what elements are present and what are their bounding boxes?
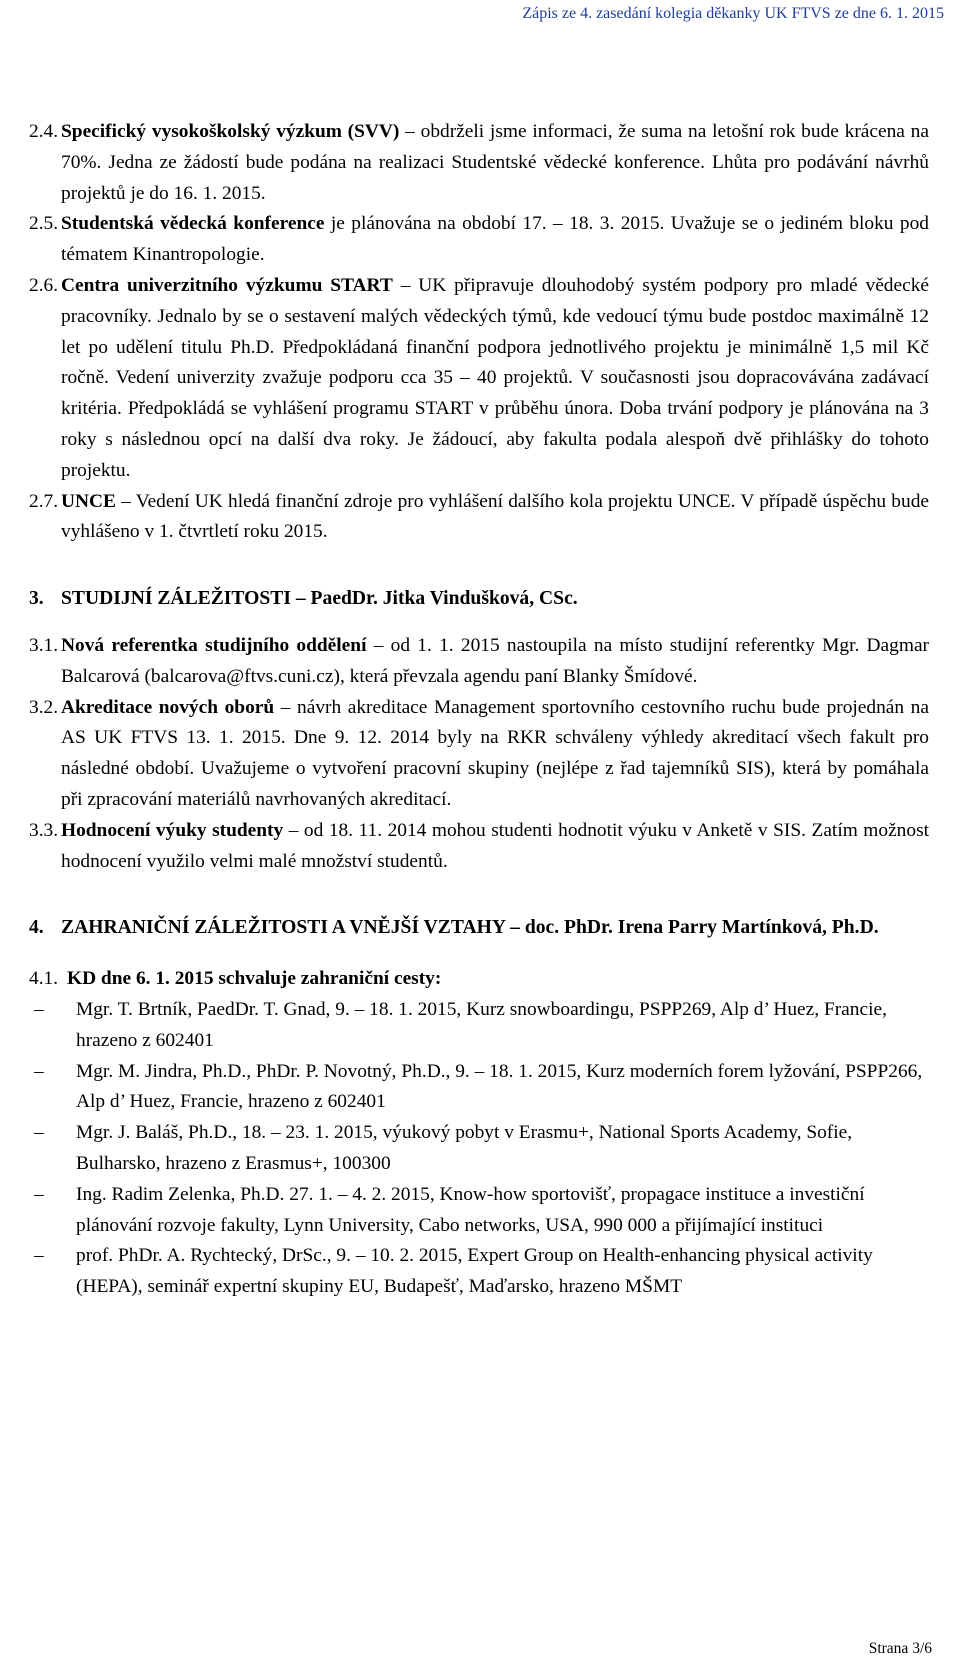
list-item [29,1180,929,1242]
dash-bullet: – [34,1060,44,1082]
item-text: – UK připravuje dlouhodobý systém podpory pro mladé vědecké pracovníky. Jednalo by se o sestavení malých vědeckých týmů, kde vedoucí týmu bude postdoc maximálně 12 let po udělení titulu Ph.D. Předpokládaná finanční podpora jednotlivého projektu je minimálně 1,5 mil Kč ročně. Vedení univerzity zvažuje podporu cca 35 – 40 projektů. V současnosti jsou dopracovávána zadávací kritéria. Předpokládá se vyhlášení programu START v průběhu února. Doba trvání podpory je plánována na 3 roky s následnou opcí na další dva roky. Je žádoucí, aby fakulta podala alespoň dvě přihlášky do tohoto projektu. [61,274,930,481]
trip-text: Mgr. M. Jindra, Ph.D., PhDr. P. Novotný, Ph.D., 9. – 18. 1. 2015, Kurz moderních forem lyžování, PSPP266, Alp d’ Huez, Francie, hrazeno z 602401 [76,1060,923,1113]
section-3-heading [29,584,929,615]
page-number: Strana 3/6 [868,1640,932,1657]
item-title: Akreditace nových oborů [61,696,275,718]
item-number: 2.6. [29,274,59,296]
trips-list [29,995,929,1303]
dash-bullet: – [34,1122,44,1144]
item-3-1 [29,631,929,693]
item-2-5 [29,209,929,271]
item-text: – Vedení UK hledá finanční zdroje pro vyhlášení dalšího kola projektu UNCE. V případě úspěchu bude vyhlášeno v 1. čtvrtletí roku 2015. [61,490,929,543]
section-title: STUDIJNÍ ZÁLEŽITOSTI – PaedDr. Jitka Vindušková, CSc. [61,588,578,610]
trip-text: Ing. Radim Zelenka, Ph.D. 27. 1. – 4. 2. 2015, Know-how sportovišť, propagace instituce a investiční plánování rozvoje fakulty, Lynn University, Cabo networks, USA, 990 000 a přijímající instituci [76,1183,865,1236]
section-4-heading [29,913,929,944]
list-item [29,995,929,1057]
item-title: KD dne 6. 1. 2015 schvaluje zahraniční cesty: [67,968,442,990]
item-number: 2.7. [29,490,59,512]
list-item [29,1241,929,1303]
item-title: Nová referentka studijního oddělení [61,634,367,656]
dash-bullet: – [34,998,44,1020]
item-text: – od 1. 1. 2015 nastoupila na místo studijní referentky Mgr. Dagmar Balcarová (balcarova@ftvs.cuni.cz), která převzala agendu paní Blanky Šmídové. [61,634,930,687]
item-4-1 [29,964,929,995]
item-3-3 [29,816,929,878]
item-title: Specifický vysokoškolský výzkum (SVV) [61,121,400,142]
item-text: – obdrželi jsme informaci, že suma na letošní rok bude krácena na 70%. Jedna ze žádostí bude podána na realizaci Studentské vědecké konference. Lhůta pro podávání návrhů projektů je do 16. 1. 2015. [61,121,929,204]
dash-bullet: – [34,1183,44,1205]
running-header: Zápis ze 4. zasedání kolegia děkanky UK FTVS ze dne 6. 1. 2015 [522,5,944,22]
item-2-4 [29,117,929,209]
item-number: 3.1. [29,634,59,656]
item-title: Studentská vědecká konference [61,213,325,235]
item-number: 4.1. [29,968,59,990]
item-text: – návrh akreditace Management sportovního cestovního ruchu bude projednán na AS UK FTVS 13. 1. 2015. Dne 9. 12. 2014 byly na RKR schváleny výhledy akreditací všech fakult pro následné období. Uvažujeme o vytvoření pracovní skupiny (nejlépe z řad tajemníků SIS), která by pomáhala při zpracování materiálů navrhovaných akreditací. [61,696,929,810]
item-number: 2.4. [29,121,59,142]
section-number: 3. [29,588,44,610]
item-number: 3.3. [29,819,59,841]
dash-bullet: – [34,1245,44,1267]
item-number: 2.5. [29,213,59,235]
item-number: 3.2. [29,696,59,718]
item-title: Hodnocení výuky studenty [61,819,284,841]
list-item [29,1118,929,1180]
trip-text: Mgr. T. Brtník, PaedDr. T. Gnad, 9. – 18. 1. 2015, Kurz snowboardingu, PSPP269, Alp d’ Huez, Francie, hrazeno z 602401 [76,998,887,1051]
item-title: UNCE [61,490,116,512]
item-text: – od 18. 11. 2014 mohou studenti hodnotit výuku v Anketě v SIS. Zatím možnost hodnocení využilo velmi malé množství studentů. [61,819,929,872]
item-3-2 [29,693,929,816]
item-text: je plánována na období 17. – 18. 3. 2015. Uvažuje se o jediném bloku pod tématem Kinantropologie. [61,213,930,266]
list-item [29,1057,929,1119]
item-2-7 [29,487,929,549]
section-title: ZAHRANIČNÍ ZÁLEŽITOSTI A VNĚJŠÍ VZTAHY – doc. PhDr. Irena Parry Martínková, Ph.D. [61,917,879,939]
trip-text: prof. PhDr. A. Rychtecký, DrSc., 9. – 10. 2. 2015, Expert Group on Health-enhancing physical activity (HEPA), seminář expertní skupiny EU, Budapešť, Maďarsko, hrazeno MŠMT [76,1245,873,1298]
item-title: Centra univerzitního výzkumu START [61,274,393,296]
document-body [29,117,929,1303]
trip-text: Mgr. J. Baláš, Ph.D., 18. – 23. 1. 2015, výukový pobyt v Erasmu+, National Sports Academy, Sofie, Bulharsko, hrazeno z Erasmus+, 100300 [76,1122,853,1174]
section-number: 4. [29,917,44,939]
item-2-6 [29,271,929,487]
